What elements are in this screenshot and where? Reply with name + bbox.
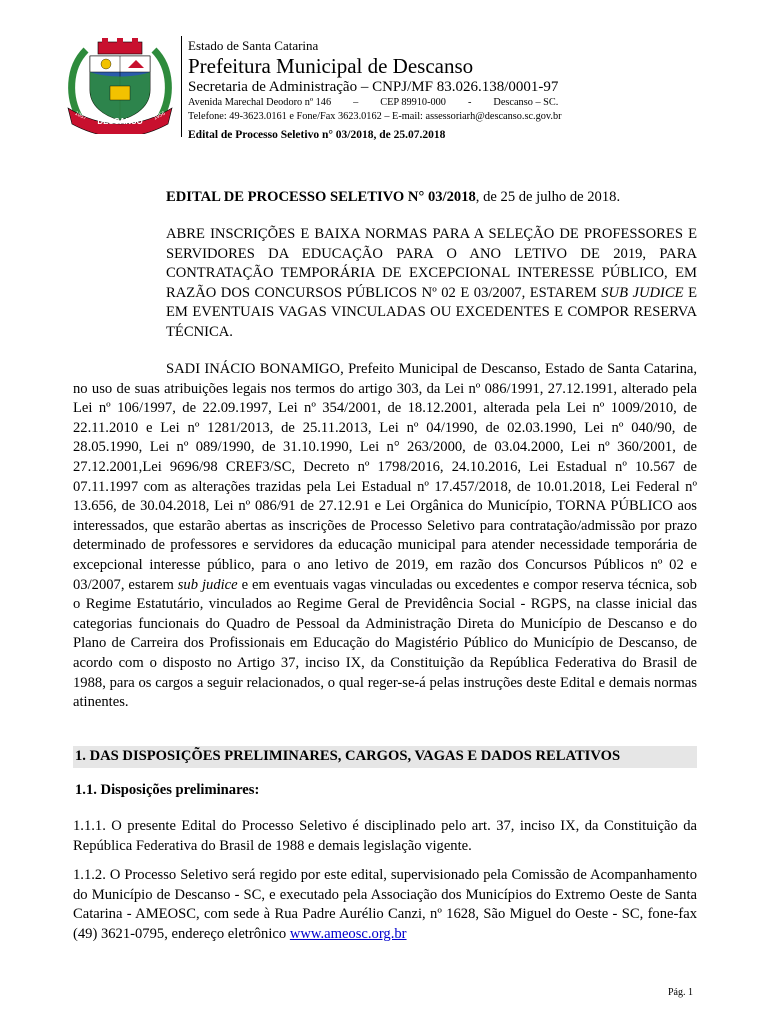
ameosc-website-link[interactable]: www.ameosc.org.br	[289, 925, 407, 942]
crest-year-left: 1957	[73, 110, 88, 122]
municipal-crest-logo	[66, 38, 174, 134]
page-number: Pág. 1	[668, 987, 693, 998]
prefeitura-name: Prefeitura Municipal de Descanso	[188, 54, 474, 78]
address-cep: CEP 89910-000	[380, 97, 446, 108]
preamble-text-1: SADI INÁCIO BONAMIGO, Prefeito Municipal de Descanso, Estado de Santa Catarina, no uso de suas atribuições legais nos termos do artigo 303, da Lei nº 086/1991, 27.12.1991, alterado pela Lei nº 106/1997, de 22.09.1997, Lei nº 354/2001, de 18.12.2001, alterada pela Lei nº 1009/2010, de 22.11.2010 e Lei nº 1281/2013, de 25.11.2013, Lei nº 04/1990, de 02.03.1990, Lei nº 040/90, de 28.05.1990, Lei nº 089/1990, de 31.10.1990, Lei n° 263/2000, de 03.04.2000, Lei nº 360/2001, de 27.12.2001,Lei 9696/98 CREF3/SC, Decreto nº 1798/2016, 24.10.2016, Lei Estadual nº 10.567 de 07.11.1997 com as alterações trazidas pela Lei Estadual nº 17.457/2018, de 10.01.2018, Lei Federal nº 13.656, de 30.04.2018, Lei nº 086/91 de 27.12.91 e Lei Orgânica do Município, TORNA PÚBLICO aos interessados, que estarão abertas as inscrições de Processo Seletivo para contratação/admissão por prazo determinado de professores e servidores da educação municipal para atender necessidade temporária de excepcional interesse público, para o ano letivo de 2019, em razão dos Concursos Públicos nº 02 e 03/2007, estarem	[73, 361, 697, 593]
subsection-1-1-title: 1.1. Disposições preliminares:	[75, 782, 260, 798]
preamble-text-2: e em eventuais vagas vinculadas ou excedentes e compor reserva técnica, sob o Regime Estatutário, vinculados ao Regime Geral de Previdência Social - RGPS, na classe inicial das categorias funcionais do Quadro de Pessoal da Administração Direta do Município de Descanso e do Plano de Carreira dos Profissionais em Educação do Magistério Público do Município de Descanso, de acordo com o disposto no Artigo 37, inciso IX, da Constituição da República Federativa do Brasil de 1988, para os cargos a seguir relacionados, o qual reger-se-á pelas instruções deste Edital e demais normas atinentes.	[73, 576, 697, 711]
state-name: Estado de Santa Catarina	[188, 38, 319, 53]
edital-title-number: EDITAL DE PROCESSO SELETIVO N° 03/2018	[166, 189, 476, 205]
ementa-text-1: ABRE INSCRIÇÕES E BAIXA NORMAS PARA A SELEÇÃO DE PROFESSORES E SERVIDORES DA EDUCAÇÃO PARA O ANO LETIVO DE 2019, PARA CONTRATAÇÃO TEMPORÁRIA DE EXCEPCIONAL INTERESSE PÚBLICO, EM RAZÃO DOS CONCURSOS PÚBLICOS Nº 02 E 03/2007, ESTAREM	[166, 226, 697, 301]
address-separator-2: -	[467, 97, 472, 108]
preamble-italic: sub judice	[177, 576, 238, 593]
ementa-italic: SUB JUDICE	[601, 284, 684, 301]
address-city: Descanso – SC.	[493, 97, 559, 108]
section-1-title: 1. DAS DISPOSIÇÕES PRELIMINARES, CARGOS, VAGAS E DADOS RELATIVOS	[75, 748, 621, 764]
letterhead-divider	[181, 36, 182, 137]
address-street: Avenida Marechal Deodoro nº 146	[188, 97, 332, 108]
contact-line: Telefone: 49-3623.0161 e Fone/Fax 3623.0162 – E-mail: assessoriarh@descanso.sc.gov.br	[188, 111, 562, 122]
clause-1-1-2	[73, 866, 697, 944]
crest-ribbon-text: DESCANSO	[97, 117, 143, 126]
clause-1-1-2-text: 1.1.2. O Processo Seletivo será regido por este edital, supervisionado pela Comissão de Acompanhamento do Município de Descanso - SC, e executado pela Associação dos Municípios do Extremo Oeste de Santa Catarina - AMEOSC, com sede à Rua Padre Aurélio Canzi, nº 1628, São Miguel do Oeste - SC, fone-fax (49) 3621-0795, endereço eletrônico	[73, 867, 697, 942]
secretaria-line: Secretaria de Administração – CNPJ/MF 83.026.138/0001-97	[188, 79, 559, 95]
edital-title	[166, 189, 620, 206]
address-line	[188, 96, 748, 110]
address-separator: –	[353, 97, 359, 108]
preamble-paragraph	[73, 360, 697, 713]
ementa-text-2: E EM EVENTUAIS VAGAS VINCULADAS OU EXCEDENTES E COMPOR RESERVA TÉCNICA.	[166, 284, 697, 340]
crest-year-right: 1956	[152, 110, 167, 122]
clause-1-1-1: 1.1.1. O presente Edital do Processo Seletivo é disciplinado pelo art. 37, inciso IX, da Constituição da República Federativa do Brasil de 1988 e demais legislação vigente.	[73, 818, 697, 854]
letterhead	[188, 38, 748, 143]
edital-title-date: , de 25 de julho de 2018.	[475, 189, 621, 205]
ementa-paragraph	[166, 225, 697, 343]
edital-reference: Edital de Processo Seletivo n° 03/2018, de 25.07.2018	[188, 129, 446, 141]
